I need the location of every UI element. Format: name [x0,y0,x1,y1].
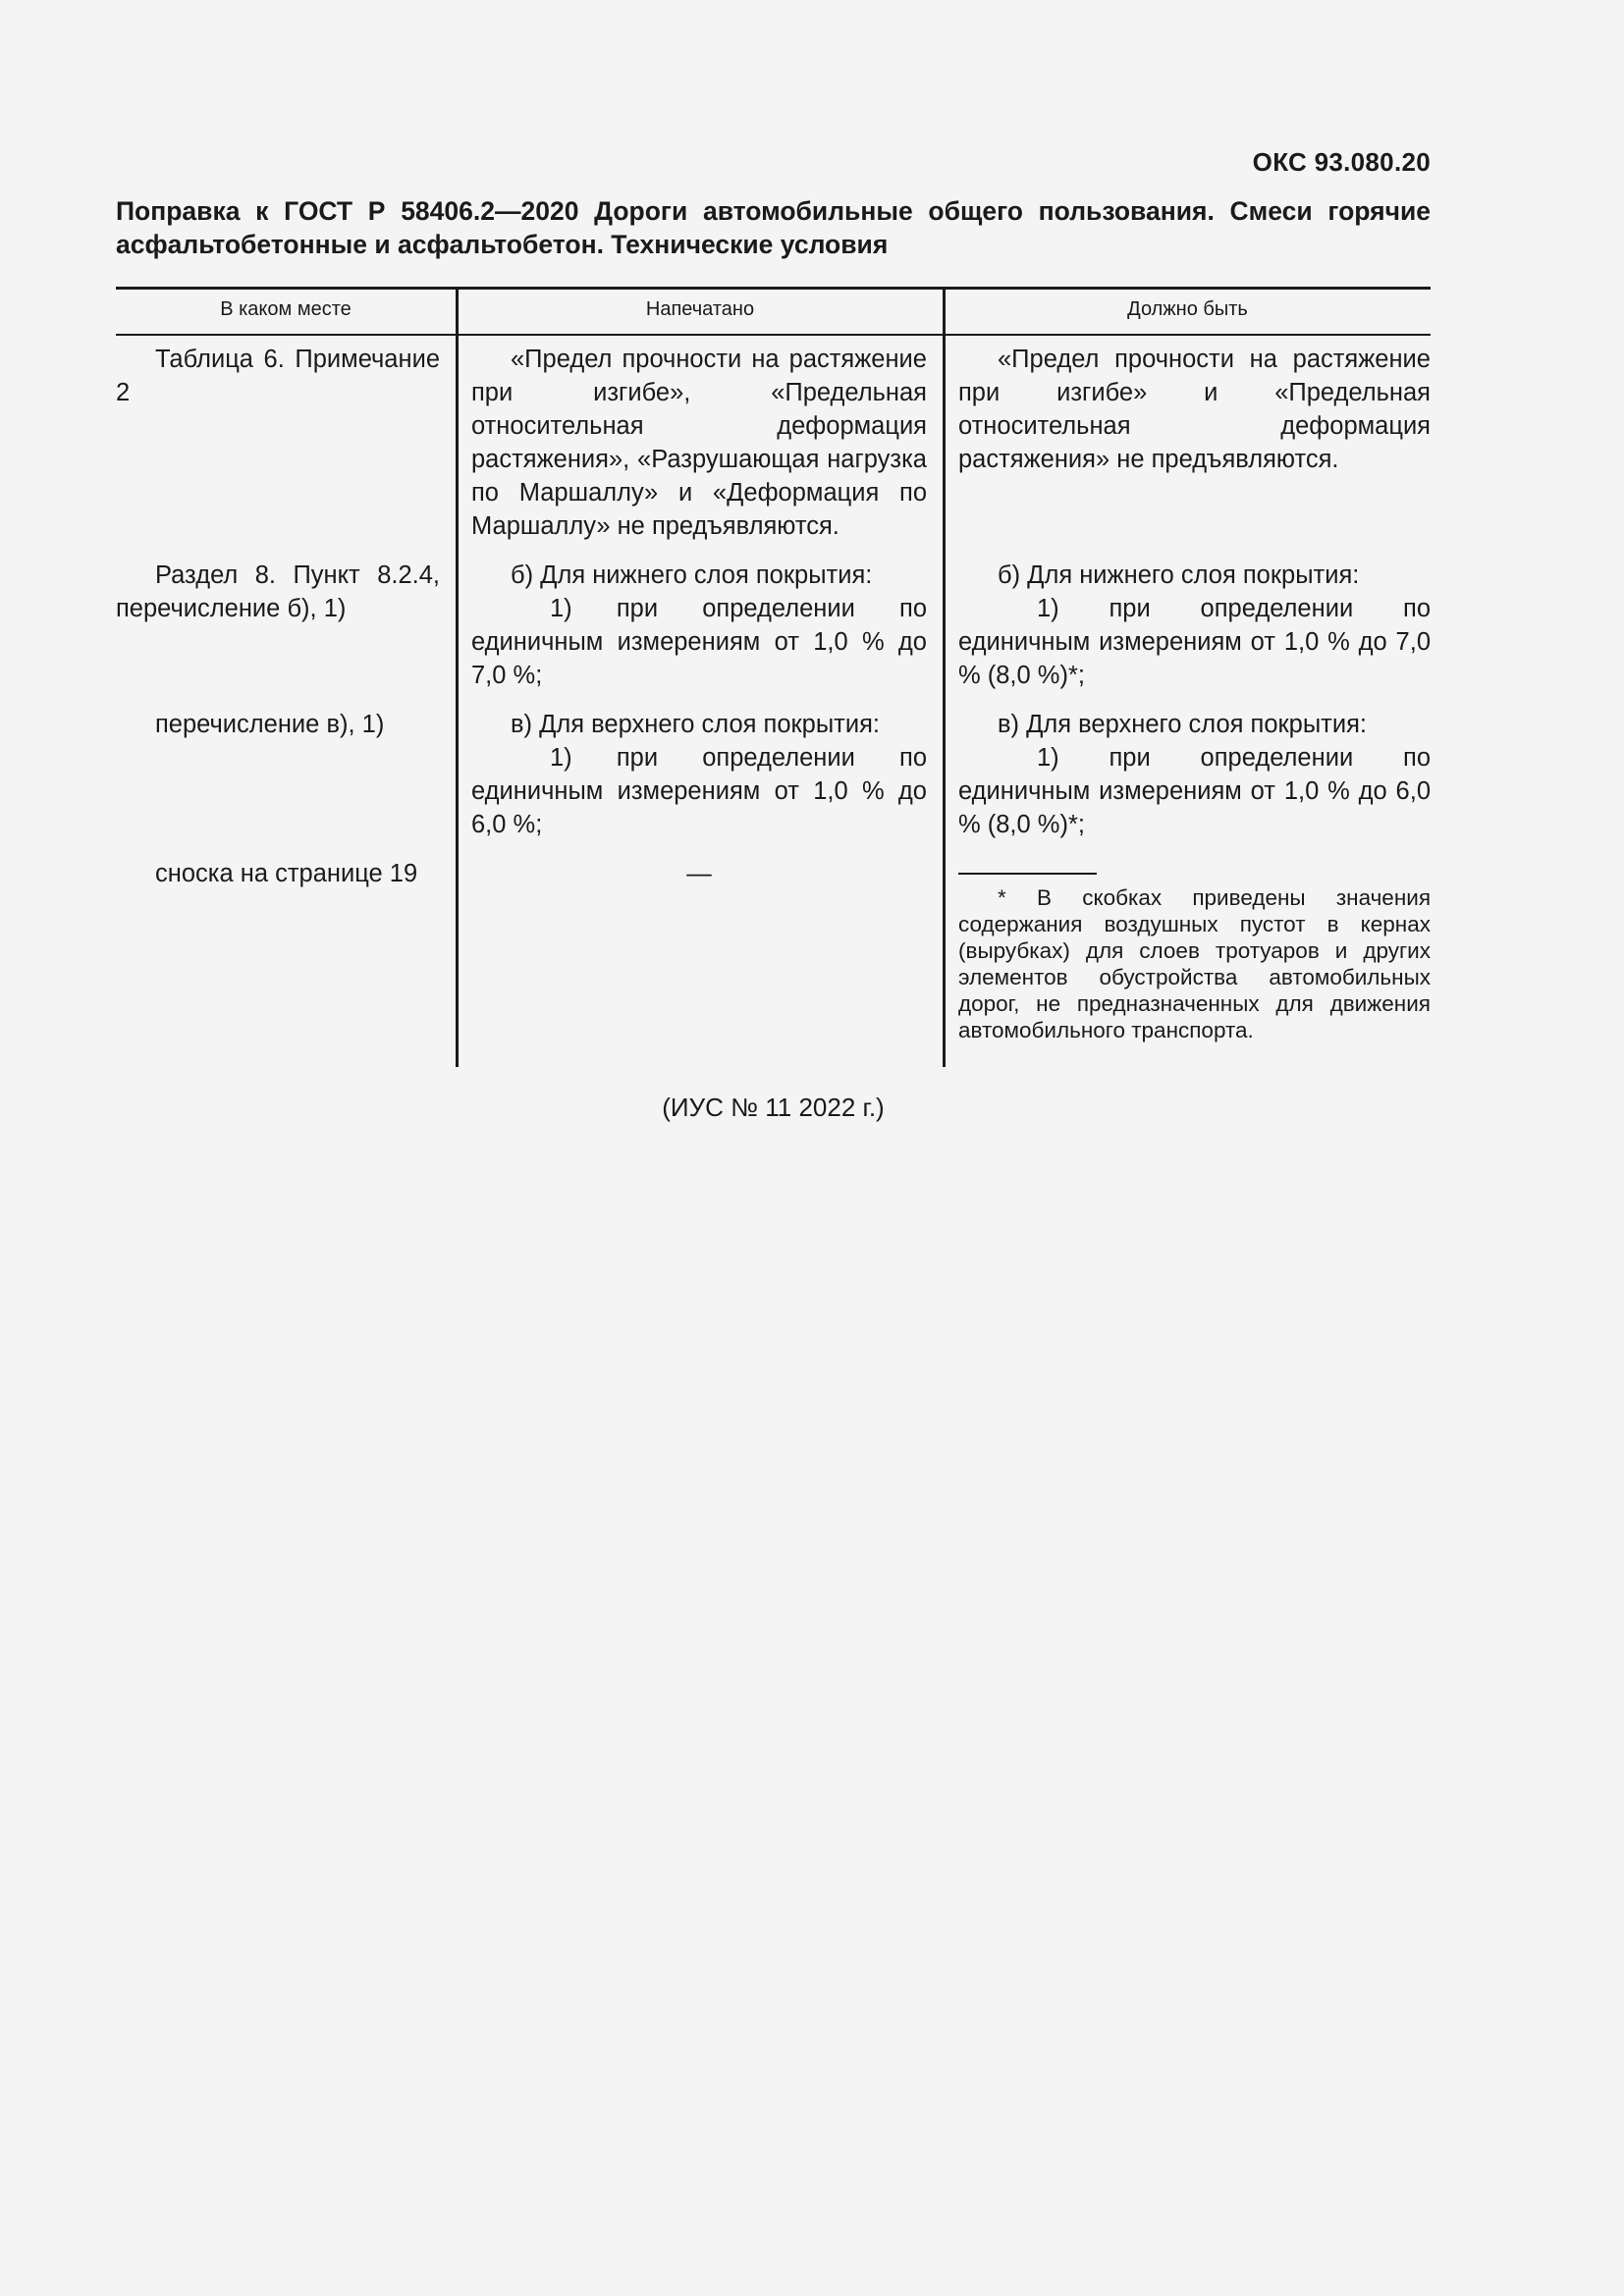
row2-should-be-item: 1) при определении по единичным измерениям от 1,0 % до 7,0 % (8,0 %)*; [958,595,1431,689]
document-title: Поправка к ГОСТ Р 58406.2—2020 Дороги автомобильные общего пользования. Смеси горячие асфальтобетонные и асфальтобетон. Технические условия [116,196,1431,259]
column-divider-1 [456,290,459,1067]
table-top-rule [116,287,1431,290]
row3-should-be-head: в) Для верхнего слоя покрытия: [998,711,1367,738]
table-header-rule [116,334,1431,336]
row4-printed: — [686,860,712,887]
row1-printed: «Предел прочности на растяжение при изгибе», «Предельная относительная деформация растяжения», «Разрушающая нагрузка по Маршаллу» и «Деформация по Маршаллу» не предъявляются. [471,346,927,540]
row3-should-be-item: 1) при определении по единичным измерениям от 1,0 % до 6,0 % (8,0 %)*; [958,744,1431,838]
row3-place: перечисление в), 1) [155,711,385,738]
row1-place: Таблица 6. Примечание 2 [116,346,440,406]
row3-printed-item: 1) при определении по единичным измерениям от 1,0 % до 6,0 %; [471,744,927,838]
column-divider-2 [943,290,946,1067]
header-should-be: Должно быть [1127,298,1248,320]
row2-printed-block [471,559,927,692]
row2-printed-item: 1) при определении по единичным измерениям от 1,0 % до 7,0 %; [471,595,927,689]
row1-should-be: «Предел прочности на растяжение при изгибе» и «Предельная относительная деформация растяжения» не предъявляются. [958,346,1431,473]
row2-should-be-block [958,559,1431,692]
source-reference: (ИУС № 11 2022 г.) [662,1093,885,1122]
row3-printed-block [471,708,927,841]
row4-should-be-block [958,873,1431,1043]
row4-place: сноска на странице 19 [155,860,418,887]
classification-code: ОКС 93.080.20 [1252,147,1431,177]
row2-should-be-head: б) Для нижнего слоя покрытия: [998,561,1360,589]
row3-should-be-block [958,708,1431,841]
header-place: В каком месте [220,298,352,320]
row2-printed-head: б) Для нижнего слоя покрытия: [511,561,873,589]
header-printed: Напечатано [645,298,755,320]
row4-footnote: * В скобках приведены значения содержания воздушных пустот в кернах (вырубках) для слоев тротуаров и других элементов обустройства автомобильных дорог, не предназначенных для движения автомобильного транспорта. [958,884,1431,1042]
row2-place: Раздел 8. Пункт 8.2.4, перечисление б), 1) [116,561,440,622]
footnote-rule [958,873,1097,875]
row3-printed-head: в) Для верхнего слоя покрытия: [511,711,880,738]
